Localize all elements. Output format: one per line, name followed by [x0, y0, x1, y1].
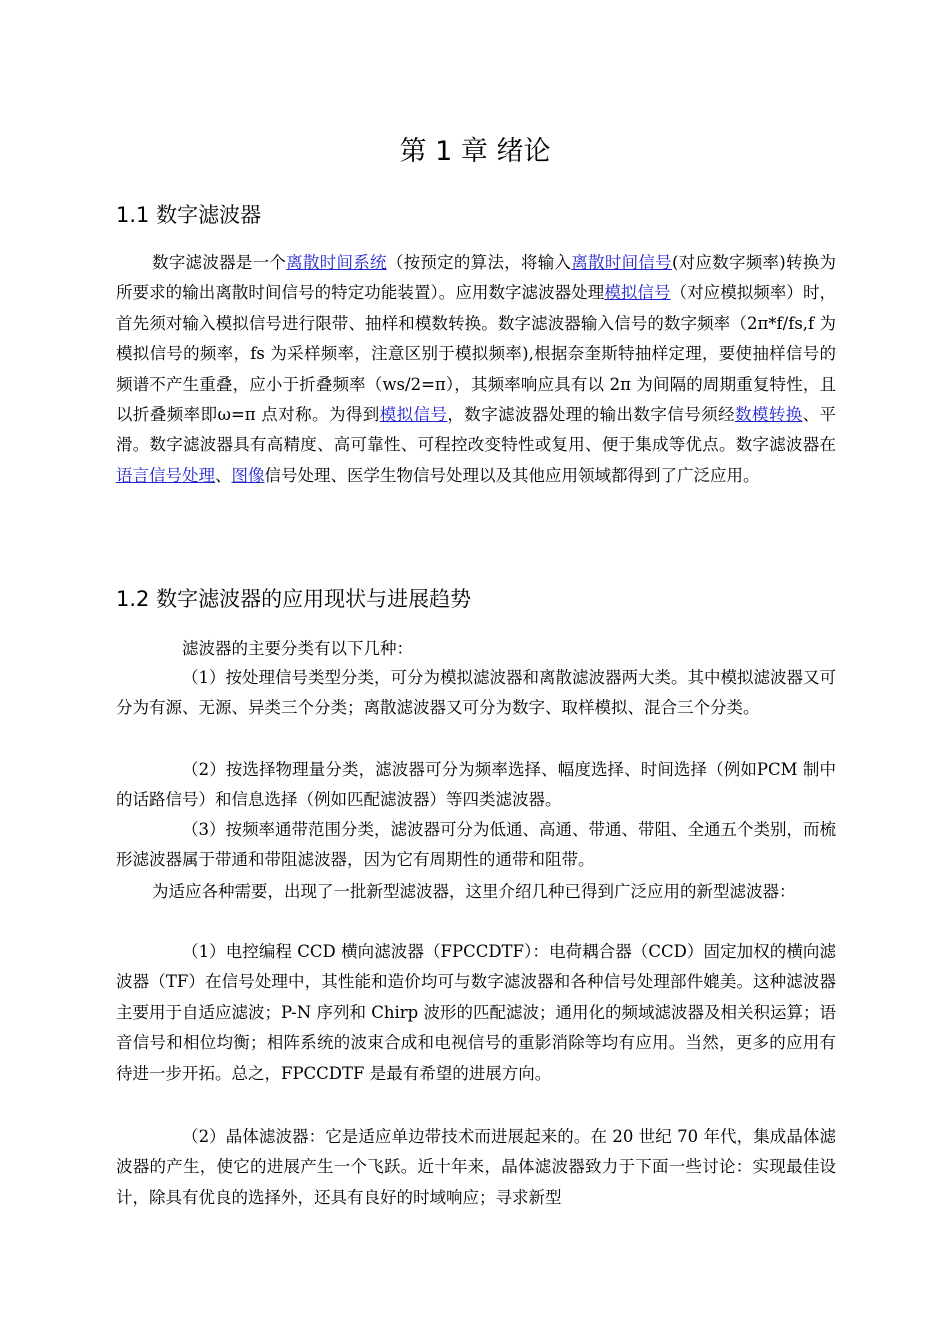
new-filters-intro: 为适应各种需要，出现了一批新型滤波器，这里介绍几种已得到广泛应用的新型滤波器： — [152, 882, 796, 901]
text-run: 数字滤波器是一个 — [152, 253, 287, 272]
text-run: 信号处理、医学生物信号处理以及其他应用领域都得到了广泛应用。 — [264, 465, 760, 485]
classification-item-2: （2）按选择物理量分类，滤波器可分为频率选择、幅度选择、时间选择（例如PCM 制中的话路信号）和信息选择（例如匹配滤波器）等四类滤波器。 — [116, 760, 836, 810]
new-filter-1: （1）电控编程 CCD 横向滤波器（FPCCDTF）：电荷耦合器（CCD）固定加权的横向滤波器（TF）在信号处理中，其性能和造价均可与数字滤波器和各种信号处理部件媲美。这种滤波器主要用于自适应滤波；P-N 序列和 Chirp 波形的匹配滤波；通用化的频域滤波器及相关积运算；语音信号和相位均衡；相阵系统的波束合成和电视信号的重影消除等均有应用。当然，更多的应用有待进一步开拓。总之，FPCCDTF 是最有希望的进展方向。 — [116, 942, 836, 1083]
text-run: （按预定的算法，将输入 — [386, 253, 572, 272]
section-heading-1-1: 1.1 数字滤波器 — [116, 203, 262, 227]
classification-item-1: （1）按处理信号类型分类，可分为模拟滤波器和离散滤波器两大类。其中模拟滤波器又可分为有源、无源、异类三个分类；离散滤波器又可分为数字、取样模拟、混合三个分类。 — [116, 668, 836, 718]
chapter-title: 第 1 章 绪论 — [399, 136, 551, 167]
section-1-1-paragraph — [116, 248, 836, 491]
text-run: 、 — [215, 465, 232, 485]
text-run: （对应模拟频率）时，首先须对输入模拟信号进行限带、抽样和模数转换。数字滤波器输入信号的数字频率（2π*f/fs,f 为模拟信号的频率，fs 为采样频率，注意区别于模拟频率),根据奈奎斯特抽样定理，要使抽样信号的频谱不产生重叠，应小于折叠频率（ws/2=π），其频率响应具有以 2π 为间隔的周期重复特性，且以折叠频率即ω=π 点对称。为得到 — [116, 283, 837, 425]
link-dac[interactable]: 数模转换 — [734, 405, 803, 425]
link-speech-signal-processing[interactable]: 语言信号处理 — [116, 465, 215, 485]
link-discrete-time-signal[interactable]: 离散时间信号 — [571, 253, 672, 272]
text-run: (对应数字频率)转换为所要求的输出离散时间信号的特定功能装置）。应用数字滤波器处理 — [116, 253, 837, 303]
text-run: ，数字滤波器处理的输出数字信号须经 — [447, 405, 735, 425]
link-discrete-time-system[interactable]: 离散时间系统 — [286, 253, 387, 272]
classification-item-3: （3）按频率通带范围分类，滤波器可分为低通、高通、带通、带阻、全通五个类别，而梳形滤波器属于带通和带阻滤波器，因为它有周期性的通带和阻带。 — [116, 820, 836, 870]
section-heading-1-2: 1.2 数字滤波器的应用现状与进展趋势 — [116, 587, 472, 611]
link-analog-signal-2[interactable]: 模拟信号 — [379, 405, 448, 425]
new-filter-2: （2）晶体滤波器：它是适应单边带技术而进展起来的。在 20 世纪 70 年代，集成晶体滤波器的产生，使它的进展产生一个飞跃。近十年来，晶体滤波器致力于下面一些讨论：实现最佳设计，除具有优良的选择外，还具有良好的时域响应；寻求新型 — [116, 1127, 836, 1207]
link-image[interactable]: 图像 — [231, 465, 265, 485]
text-run: 、平滑。数字滤波器具有高精度、高可靠性、可程控改变特性或复用、便于集成等优点。数字滤波器在 — [116, 405, 837, 455]
link-analog-signal-1[interactable]: 模拟信号 — [604, 283, 671, 303]
classification-intro: 滤波器的主要分类有以下几种： — [182, 639, 413, 658]
